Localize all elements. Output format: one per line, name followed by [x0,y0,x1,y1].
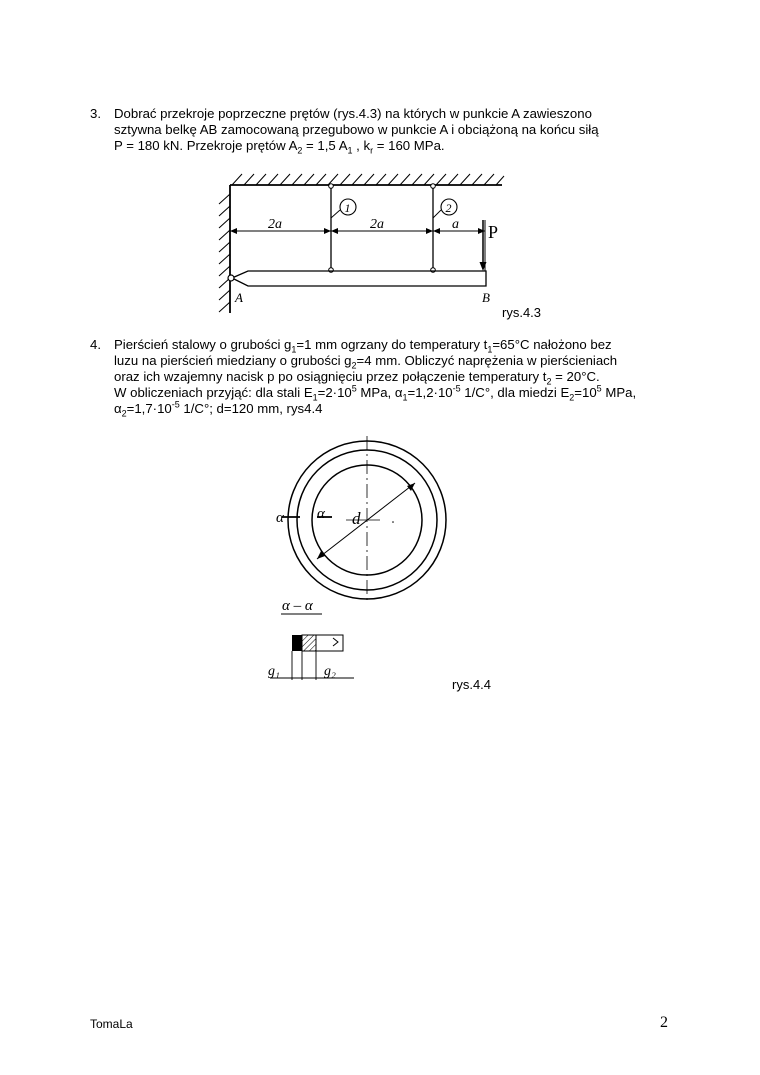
copper-section [302,635,316,651]
g1-label: g₁ [268,664,280,679]
problem-4-number: 4. [90,337,101,352]
g2-label: g₂ [324,664,336,679]
page-number: 2 [660,1014,668,1031]
rod-2-label: 2 [445,201,452,215]
wall-hatching [219,194,230,312]
section-outline [316,635,343,651]
point-a-label: A [235,290,243,305]
problem-4-text [114,337,670,417]
problem-4-line-4: W obliczeniach przyjąć: dla stali $E_1=2\cdot 10^5$ MPa, $\alpha_1=1,2\cdot 10^{-5}$ 1/C°, dla miedzi $E_2=10^5$ MPa, [114,383,637,403]
section-label-right: α [317,506,325,522]
problem-3-line-2: sztywna belkę AB zamocowaną przegubowo w punkcie A i obciążoną na końcu siłą [114,122,599,137]
problem-3-text [114,106,670,154]
beam-ab [232,271,486,286]
steel-section [292,635,302,651]
problem-4-line-1: Pierścień stalowy o grubości $g_1=1$ mm ogrzany do temperatury $t_1=65^\circ C$ nałożono bez [114,337,612,355]
hinge-a [228,275,234,281]
dim-label-3: a [452,217,459,232]
dim-label-1: 2a [268,217,282,232]
point-b-label: B [482,290,490,305]
caption-4-4: rys.4.4 [452,677,492,692]
problem-4-line-2: luzu na pierścień miedziany o grubości $g_2=4$ mm. Obliczyć naprężenia w pierścieniach [114,353,618,371]
problem-3-line-3: P = 180 kN. Przekroje prętów $A_2 = 1,5$ $A_1$ , $k_r = 160$ MPa. [114,138,445,156]
problem-4-line-5: $\alpha_2=1,7\cdot 10^{-5}$ 1/C°; d=120 mm, rys4.4 [114,399,323,419]
problem-4-line-3: oraz ich wzajemny nacisk p po osiągnięciu przez połączenie temperatury $t_2 = 20^\circ C$. [114,369,600,387]
dim-label-2: 2a [370,217,384,232]
section-title: α – α [282,598,313,614]
problem-3-number: 3. [90,106,101,121]
problem-3-line-1: Dobrać przekroje poprzeczne prętów (rys.4.3) na których w punkcie A zawieszono [114,106,592,121]
footer-author: TomaLa [90,1017,133,1031]
diameter-line [317,483,415,559]
diameter-label: d [352,509,361,528]
caption-4-3: rys.4.3 [502,305,542,320]
figure-4-3 [210,168,510,320]
ceiling-hatching [232,174,504,185]
force-label: P [488,222,499,242]
figure-4-4 [262,432,462,692]
rod-1-label: 1 [344,201,351,215]
section-label-left: α [276,510,284,526]
